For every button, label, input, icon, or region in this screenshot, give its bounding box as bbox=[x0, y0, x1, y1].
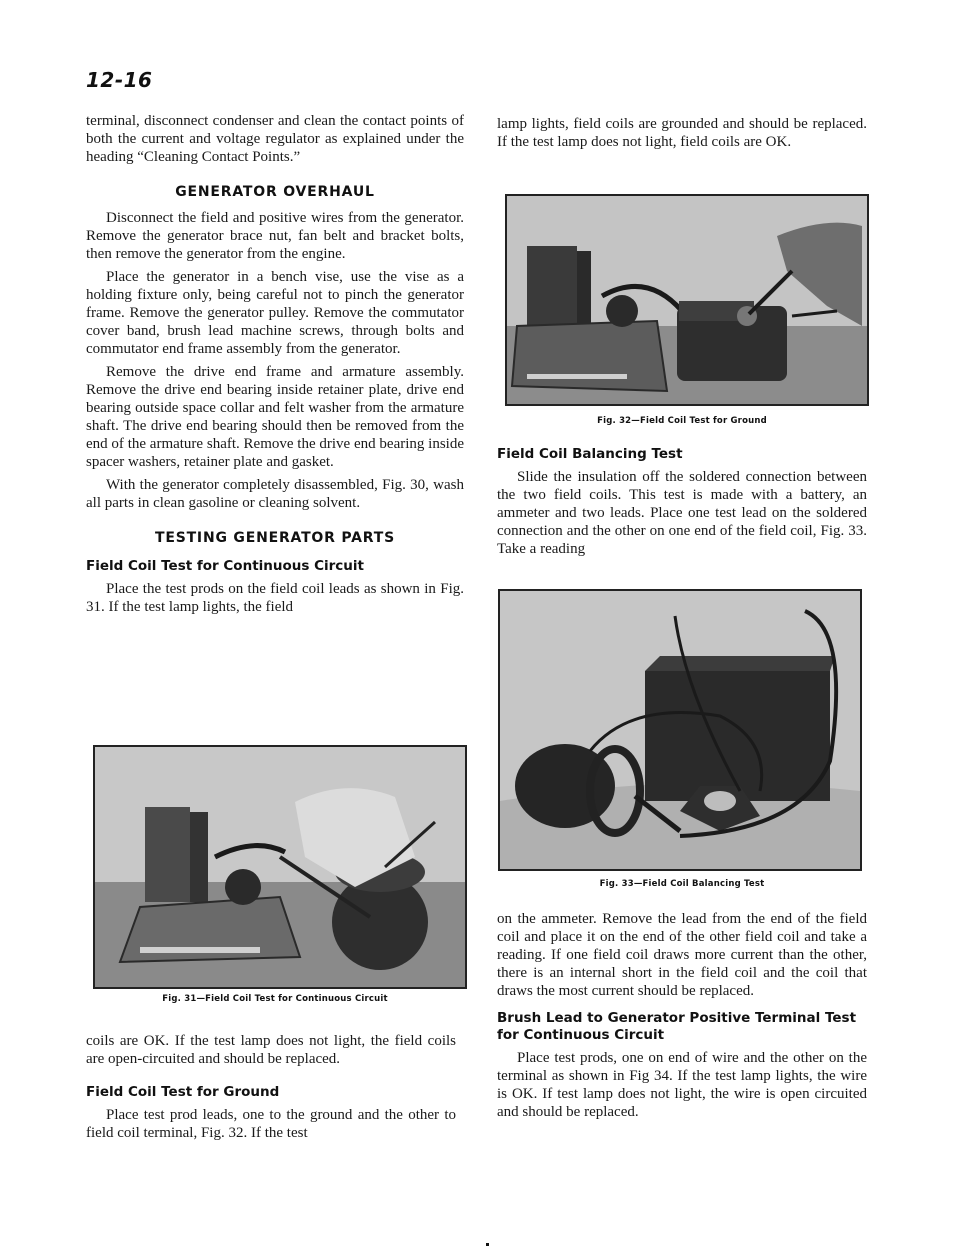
subheading-continuous-circuit: Field Coil Test for Continuous Circuit bbox=[86, 558, 365, 574]
overhaul-paragraph: With the generator completely disassembled, Fig. 30, wash all parts in clean gasoline or cleaning solvent. bbox=[86, 477, 464, 511]
fig32-regulator-bracket bbox=[527, 246, 577, 336]
overhaul-paragraph: Remove the drive end frame and armature assembly. Remove the drive end bearing inside retainer plate, drive end bearing outside space collar and felt washer from the armature shaft. The drive end bearing should then be removed from the end of the armature shaft. Remove the drive end bearing inside spacer washers, retainer plate and gasket. bbox=[86, 364, 464, 470]
fig32-condenser bbox=[606, 295, 638, 327]
figure-33-photo bbox=[498, 589, 862, 871]
continuous-circuit-paragraph-start: Place the test prods on the field coil leads as shown in Fig. 31. If the test lamp lights, the field bbox=[86, 581, 464, 615]
figure-31-photo bbox=[93, 745, 467, 989]
continuous-circuit-paragraph-continued: coils are OK. If the test lamp does not light, the field coils are open-circuited and should be replaced. bbox=[86, 1033, 456, 1067]
figure-33-caption: Fig. 33—Field Coil Balancing Test bbox=[599, 879, 765, 889]
right-column-lower bbox=[497, 910, 867, 1121]
overhaul-paragraph: Place the generator in a bench vise, use the vise as a holding fixture only, being careful not to pinch the generator frame. Remove the generator pulley. Remove the commutator cover band, brush lead machine screws, through bolts and commutator end frame assembly from the generator. bbox=[86, 269, 464, 357]
subheading-balancing: Field Coil Balancing Test bbox=[497, 446, 683, 462]
fig33-battery-top bbox=[645, 656, 835, 671]
fig32-illustration bbox=[507, 196, 867, 404]
figure-32-caption: Fig. 32—Field Coil Test for Ground bbox=[597, 416, 767, 426]
fig32-base-strip bbox=[527, 374, 627, 379]
balancing-paragraph-continued: on the ammeter. Remove the lead from the end of the field coil and place it on the end of the other field coil and take a reading. If one field coil draws more current than the other, there is an internal short in the field coil and the coil that draws the most current should be replaced. bbox=[497, 911, 867, 999]
right-column bbox=[497, 115, 867, 151]
page-mark-dot bbox=[486, 1243, 489, 1246]
subheading-brush-lead: Brush Lead to Generator Positive Terminal Test for Continuous Circuit bbox=[497, 1010, 857, 1043]
left-column bbox=[86, 112, 464, 616]
intro-paragraph: terminal, disconnect condenser and clean the contact points of both the current and voltage regulator as explained under the heading “Cleaning Contact Points.” bbox=[86, 113, 464, 165]
right-column-balancing bbox=[497, 446, 867, 558]
figure-32-photo bbox=[505, 194, 869, 406]
overhaul-paragraph: Disconnect the field and positive wires from the generator. Remove the generator brace nut, fan belt and bracket bolts, then remove the generator from the engine. bbox=[86, 210, 464, 262]
fig33-illustration bbox=[500, 591, 860, 869]
fig32-base bbox=[512, 321, 667, 391]
fig31-bracket-side bbox=[190, 812, 208, 902]
fig31-regulator-bracket bbox=[145, 807, 190, 902]
balancing-paragraph-start: Slide the insulation off the soldered connection between the two field coils. This test is made with a battery, an ammeter and two leads. Place one test lead on the soldered connection and the other on one end of the field coil, Fig. 33. Take a reading bbox=[497, 469, 867, 557]
figure-31-caption: Fig. 31—Field Coil Test for Continuous Circuit bbox=[162, 994, 388, 1004]
left-column-lower bbox=[86, 1032, 456, 1142]
fig33-battery bbox=[645, 671, 830, 801]
subheading-ground: Field Coil Test for Ground bbox=[86, 1084, 280, 1100]
fig33-ammeter-dial bbox=[704, 791, 736, 811]
page-number: 12-16 bbox=[86, 68, 153, 92]
fig31-condenser bbox=[225, 869, 261, 905]
ground-paragraph-continued: lamp lights, field coils are grounded and should be replaced. If the test lamp does not light, field coils are OK. bbox=[497, 116, 867, 150]
brush-lead-paragraph: Place test prods, one on end of wire and the other on the terminal as shown in Fig 34. If the test lamp lights, the wire is OK. If test lamp does not light, the wire is open circuited and should be replaced. bbox=[497, 1050, 867, 1120]
fig31-illustration bbox=[95, 747, 465, 987]
section-heading-generator-overhaul: GENERATOR OVERHAUL bbox=[175, 184, 375, 200]
ground-paragraph-start: Place test prod leads, one to the ground and the other to field coil terminal, Fig. 32. If the test bbox=[86, 1107, 456, 1141]
section-heading-testing-generator-parts: TESTING GENERATOR PARTS bbox=[154, 530, 395, 546]
fig31-base-strip bbox=[140, 947, 260, 953]
